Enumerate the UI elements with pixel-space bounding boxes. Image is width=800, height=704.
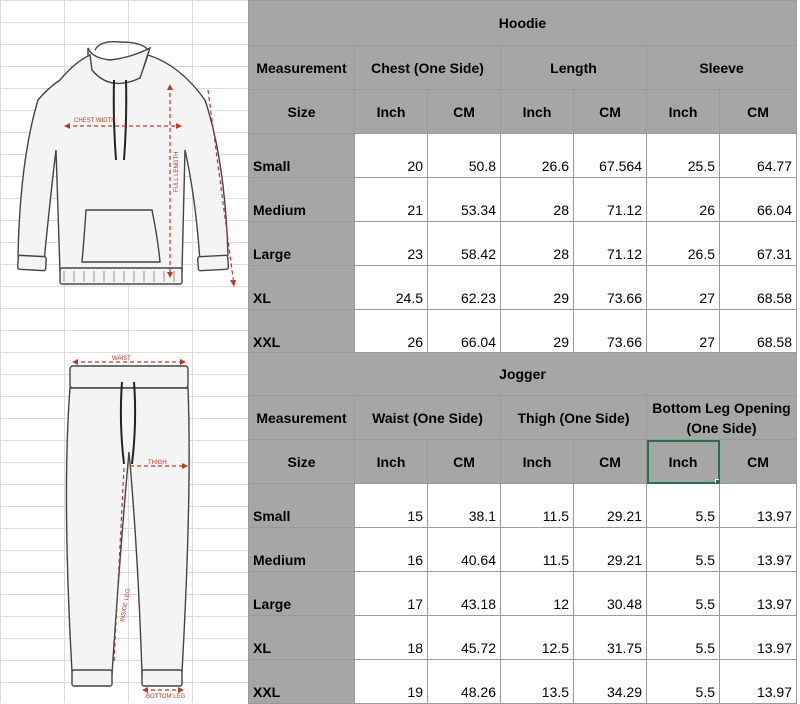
value-cell[interactable]: 13.97 xyxy=(720,660,797,704)
value-cell[interactable]: 13.97 xyxy=(720,528,797,572)
inside-leg-label: INSIDE LEG xyxy=(120,588,132,623)
value-cell[interactable]: 53.34 xyxy=(428,178,501,222)
unit-cm-header[interactable]: CM xyxy=(574,90,647,134)
unit-inch-header[interactable]: Inch xyxy=(501,440,574,484)
unit-inch-header[interactable]: Inch xyxy=(501,90,574,134)
value-cell[interactable]: 67.564 xyxy=(574,134,647,178)
table-row xyxy=(249,660,797,704)
size-cell[interactable]: Large xyxy=(249,572,355,616)
value-cell[interactable]: 29 xyxy=(501,310,574,354)
value-cell[interactable]: 38.1 xyxy=(428,484,501,528)
value-cell[interactable]: 64.77 xyxy=(720,134,797,178)
size-cell[interactable]: XXL xyxy=(249,660,355,704)
value-cell[interactable]: 13.97 xyxy=(720,484,797,528)
table-row xyxy=(249,484,797,528)
hoodie-size-table xyxy=(248,0,797,354)
value-cell[interactable]: 34.29 xyxy=(574,660,647,704)
value-cell[interactable]: 26 xyxy=(647,178,720,222)
unit-inch-header[interactable]: Inch xyxy=(355,440,428,484)
table-row xyxy=(249,178,797,222)
measurement-header[interactable]: Measurement xyxy=(249,46,355,90)
value-cell[interactable]: 29.21 xyxy=(574,484,647,528)
value-cell[interactable]: 11.5 xyxy=(501,528,574,572)
waist-header[interactable]: Waist (One Side) xyxy=(355,396,501,440)
value-cell[interactable]: 5.5 xyxy=(647,572,720,616)
size-cell[interactable]: Small xyxy=(249,484,355,528)
unit-inch-header[interactable]: Inch xyxy=(647,90,720,134)
value-cell[interactable]: 28 xyxy=(501,178,574,222)
measurement-header[interactable]: Measurement xyxy=(249,396,355,440)
value-cell[interactable]: 29.21 xyxy=(574,528,647,572)
size-cell[interactable]: XL xyxy=(249,616,355,660)
unit-inch-header[interactable]: Inch xyxy=(355,90,428,134)
table-row xyxy=(249,572,797,616)
size-header[interactable]: Size xyxy=(249,90,355,134)
jogger-size-table xyxy=(248,352,797,704)
size-cell[interactable]: XXL xyxy=(249,310,355,354)
unit-cm-header[interactable]: CM xyxy=(428,90,501,134)
size-cell[interactable]: Medium xyxy=(249,528,355,572)
value-cell[interactable]: 21 xyxy=(355,178,428,222)
bottom-leg-header[interactable]: Bottom Leg Opening (One Side) xyxy=(647,396,797,440)
value-cell[interactable]: 73.66 xyxy=(574,310,647,354)
unit-cm-header[interactable]: CM xyxy=(720,440,797,484)
value-cell[interactable]: 66.04 xyxy=(720,178,797,222)
value-cell[interactable]: 62.23 xyxy=(428,266,501,310)
value-cell[interactable]: 5.5 xyxy=(647,484,720,528)
table-row xyxy=(249,266,797,310)
value-cell[interactable]: 66.04 xyxy=(428,310,501,354)
value-cell[interactable]: 45.72 xyxy=(428,616,501,660)
value-cell[interactable]: 19 xyxy=(355,660,428,704)
value-cell[interactable]: 68.58 xyxy=(720,266,797,310)
value-cell[interactable]: 40.64 xyxy=(428,528,501,572)
value-cell[interactable]: 12.5 xyxy=(501,616,574,660)
value-cell[interactable]: 5.5 xyxy=(647,660,720,704)
unit-cm-header[interactable]: CM xyxy=(574,440,647,484)
table-row xyxy=(249,134,797,178)
value-cell[interactable]: 13.97 xyxy=(720,572,797,616)
hoodie-diagram xyxy=(0,0,248,352)
unit-inch-header: Inch xyxy=(668,453,698,470)
table-row xyxy=(249,222,797,266)
size-cell[interactable]: Medium xyxy=(249,178,355,222)
value-cell[interactable]: 15 xyxy=(355,484,428,528)
value-cell[interactable]: 71.12 xyxy=(574,222,647,266)
jogger-title[interactable]: Jogger xyxy=(249,353,797,396)
hoodie-title[interactable]: Hoodie xyxy=(249,1,797,46)
value-cell[interactable]: 48.26 xyxy=(428,660,501,704)
value-cell[interactable]: 5.5 xyxy=(647,528,720,572)
value-cell[interactable]: 67.31 xyxy=(720,222,797,266)
table-row xyxy=(249,616,797,660)
full-length-label: FULL LENGTH xyxy=(174,151,180,192)
value-cell[interactable]: 27 xyxy=(647,310,720,354)
size-cell[interactable]: XL xyxy=(249,266,355,310)
table-row xyxy=(249,528,797,572)
value-cell[interactable]: 26.6 xyxy=(501,134,574,178)
bottom-leg-label: BOTTOM LEG xyxy=(146,694,186,700)
value-cell[interactable]: 28 xyxy=(501,222,574,266)
size-cell[interactable]: Large xyxy=(249,222,355,266)
value-cell[interactable]: 18 xyxy=(355,616,428,660)
value-cell[interactable]: 50.8 xyxy=(428,134,501,178)
value-cell[interactable]: 71.12 xyxy=(574,178,647,222)
chest-header[interactable]: Chest (One Side) xyxy=(355,46,501,90)
value-cell[interactable]: 20 xyxy=(355,134,428,178)
table-row xyxy=(249,310,797,354)
value-cell[interactable]: 11.5 xyxy=(501,484,574,528)
value-cell[interactable]: 27 xyxy=(647,266,720,310)
thigh-label: THIGH xyxy=(148,460,167,466)
size-header[interactable]: Size xyxy=(249,440,355,484)
value-cell[interactable]: 17 xyxy=(355,572,428,616)
value-cell[interactable]: 5.5 xyxy=(647,616,720,660)
value-cell[interactable]: 25.5 xyxy=(647,134,720,178)
value-cell[interactable]: 29 xyxy=(501,266,574,310)
value-cell[interactable]: 23 xyxy=(355,222,428,266)
value-cell[interactable]: 31.75 xyxy=(574,616,647,660)
size-cell[interactable]: Small xyxy=(249,134,355,178)
value-cell[interactable]: 43.18 xyxy=(428,572,501,616)
sleeve-header[interactable]: Sleeve xyxy=(647,46,797,90)
unit-cm-header[interactable]: CM xyxy=(720,90,797,134)
value-cell[interactable]: 13.5 xyxy=(501,660,574,704)
chest-width-label: CHEST WIDTH xyxy=(74,118,116,124)
waist-label: WAIST xyxy=(112,356,131,362)
value-cell[interactable]: 68.58 xyxy=(720,310,797,354)
fill-handle[interactable] xyxy=(715,479,720,484)
jogger-diagram xyxy=(0,352,248,703)
selected-cell[interactable] xyxy=(647,440,720,484)
value-cell[interactable]: 26.5 xyxy=(647,222,720,266)
value-cell[interactable]: 73.66 xyxy=(574,266,647,310)
value-cell[interactable]: 24.5 xyxy=(355,266,428,310)
length-header[interactable]: Length xyxy=(501,46,647,90)
thigh-header[interactable]: Thigh (One Side) xyxy=(501,396,647,440)
unit-cm-header[interactable]: CM xyxy=(428,440,501,484)
value-cell[interactable]: 16 xyxy=(355,528,428,572)
value-cell[interactable]: 26 xyxy=(355,310,428,354)
value-cell[interactable]: 30.48 xyxy=(574,572,647,616)
value-cell[interactable]: 13.97 xyxy=(720,616,797,660)
value-cell[interactable]: 58.42 xyxy=(428,222,501,266)
value-cell[interactable]: 12 xyxy=(501,572,574,616)
